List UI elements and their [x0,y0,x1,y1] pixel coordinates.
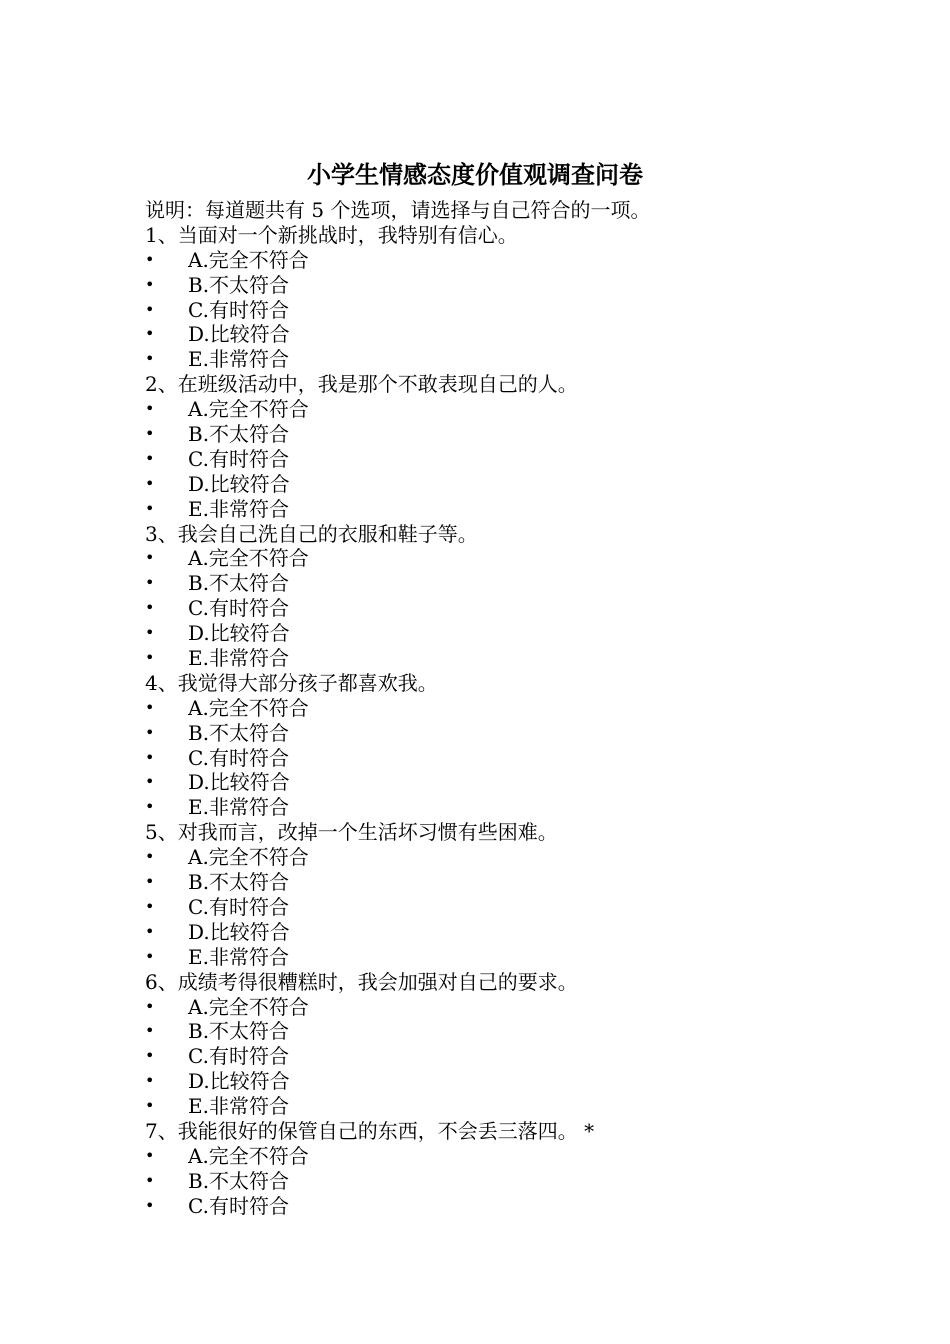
answer-option [145,298,905,323]
answer-option [145,447,905,472]
bullet-icon: • [145,473,155,493]
bullet-icon: • [145,448,155,468]
answer-option [145,347,905,372]
answer-option [145,546,905,571]
bullet-icon: • [145,697,155,717]
answer-option [145,646,905,671]
answer-option [145,621,905,646]
answer-option-label: E.非常符合 [188,496,289,521]
questionnaire-body [145,198,905,1219]
question-text: 1、当面对一个新挑战时，我特别有信心。 [145,222,518,247]
bullet-icon: • [145,722,155,742]
answer-option [145,870,905,895]
answer-option [145,248,905,273]
answer-option [145,746,905,771]
answer-option [145,1169,905,1194]
answer-option-label: E.非常符合 [188,944,289,969]
answer-option [145,472,905,497]
answer-option [145,1069,905,1094]
answer-option-label: D.比较符合 [188,621,290,646]
answer-option-label: C.有时符合 [188,446,289,471]
answer-option-label: D.比较符合 [188,471,290,496]
bullet-icon: • [145,424,155,444]
answer-option [145,845,905,870]
bullet-icon: • [145,1096,155,1116]
answer-option-label: A.完全不符合 [188,1143,309,1168]
answer-option-label: C.有时符合 [188,1193,289,1218]
question-text: 3、我会自己洗自己的衣服和鞋子等。 [145,521,478,546]
answer-option-label: B.不太符合 [188,571,290,596]
bullet-icon: • [145,1021,155,1041]
answer-option-label: B.不太符合 [188,720,290,745]
bullet-icon: • [145,573,155,593]
question-text: 4、我觉得大部分孩子都喜欢我。 [145,670,438,695]
answer-option-label: E.非常符合 [188,646,289,671]
bullet-icon: • [145,1071,155,1091]
answer-option-label: E.非常符合 [188,1094,289,1119]
answer-option-label: A.完全不符合 [188,546,309,571]
bullet-icon: • [145,1145,155,1165]
answer-option [145,795,905,820]
instruction-text: 说明：每道题共有 5 个选项，请选择与自己符合的一项。 [145,198,651,222]
answer-option [145,1094,905,1119]
answer-option-label: C.有时符合 [188,596,289,621]
answer-option [145,995,905,1020]
answer-option-label: B.不太符合 [188,422,290,447]
answer-option [145,273,905,298]
question-text: 5、对我而言，改掉一个生活坏习惯有些困难。 [145,820,558,845]
answer-option-label: B.不太符合 [188,1168,290,1193]
bullet-icon: • [145,847,155,867]
answer-option-label: D.比较符合 [188,322,290,347]
bullet-icon: • [145,1195,155,1215]
bullet-icon: • [145,324,155,344]
answer-option [145,1019,905,1044]
bullet-icon: • [145,872,155,892]
bullet-icon: • [145,299,155,319]
bullet-icon: • [145,274,155,294]
bullet-icon: • [145,1046,155,1066]
page-title: 小学生情感态度价值观调查问卷 [307,161,643,189]
bullet-icon: • [145,498,155,518]
answer-option [145,571,905,596]
answer-option [145,397,905,422]
bullet-icon: • [145,548,155,568]
answer-option-label: C.有时符合 [188,297,289,322]
answer-option [145,920,905,945]
answer-option [145,422,905,447]
answer-option [145,1044,905,1069]
answer-option-label: B.不太符合 [188,870,290,895]
answer-option-label: A.完全不符合 [188,994,309,1019]
answer-option [145,322,905,347]
answer-option [145,721,905,746]
bullet-icon: • [145,648,155,668]
answer-option [145,1194,905,1219]
answer-option-label: D.比较符合 [188,919,290,944]
bullet-icon: • [145,772,155,792]
answer-option [145,895,905,920]
answer-option-label: C.有时符合 [188,1044,289,1069]
answer-option-label: E.非常符合 [188,795,289,820]
answer-option-label: C.有时符合 [188,745,289,770]
answer-option-label: B.不太符合 [188,272,290,297]
answer-option [145,945,905,970]
answer-option-label: D.比较符合 [188,770,290,795]
bullet-icon: • [145,249,155,269]
bullet-icon: • [145,747,155,767]
bullet-icon: • [145,1170,155,1190]
bullet-icon: • [145,896,155,916]
bullet-icon: • [145,797,155,817]
answer-option-label: A.完全不符合 [188,695,309,720]
question-text: 2、在班级活动中，我是那个不敢表现自己的人。 [145,372,578,397]
answer-option [145,1144,905,1169]
answer-option-label: E.非常符合 [188,347,289,372]
answer-option-label: C.有时符合 [188,894,289,919]
bullet-icon: • [145,946,155,966]
bullet-icon: • [145,996,155,1016]
answer-option-label: A.完全不符合 [188,397,309,422]
bullet-icon: • [145,623,155,643]
answer-option [145,596,905,621]
bullet-icon: • [145,399,155,419]
answer-option-label: D.比较符合 [188,1069,290,1094]
answer-option-label: B.不太符合 [188,1019,290,1044]
answer-option-label: A.完全不符合 [188,845,309,870]
question-text: 6、成绩考得很糟糕时，我会加强对自己的要求。 [145,969,578,994]
question-text: 7、我能很好的保管自己的东西，不会丢三落四。 * [145,1118,595,1143]
bullet-icon: • [145,921,155,941]
answer-option [145,696,905,721]
answer-option [145,770,905,795]
bullet-icon: • [145,349,155,369]
answer-option [145,497,905,522]
answer-option-label: A.完全不符合 [188,247,309,272]
bullet-icon: • [145,598,155,618]
